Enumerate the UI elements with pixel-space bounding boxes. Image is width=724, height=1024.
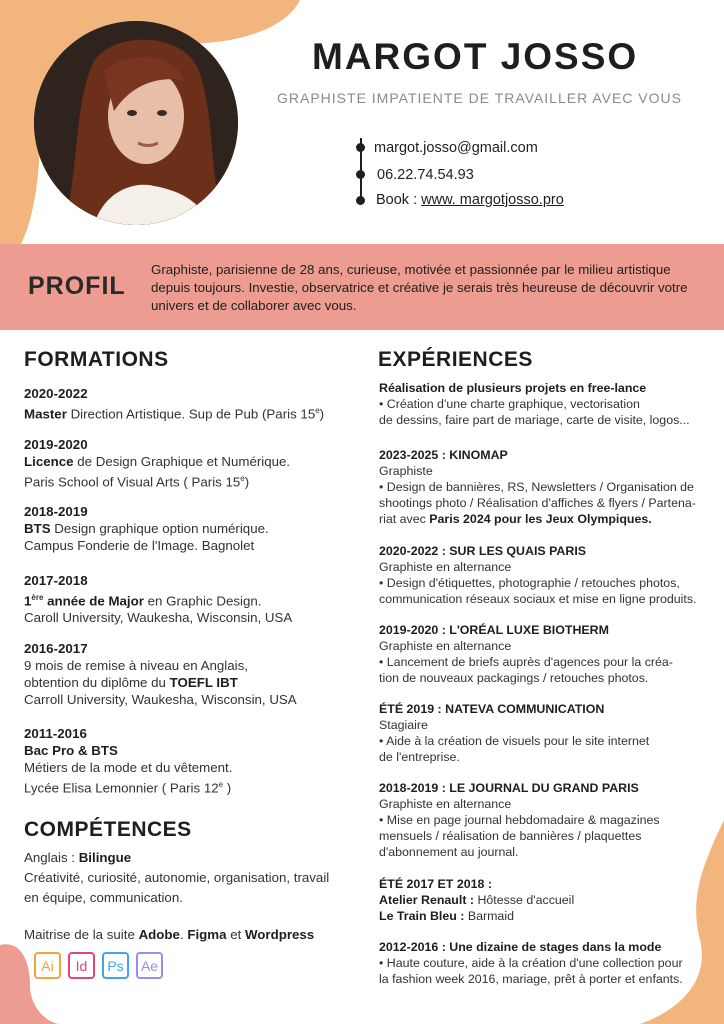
formation-degree: Licence	[24, 454, 74, 469]
illustrator-icon: Ai	[34, 952, 61, 979]
experience-line: tion de nouveaux packagings / retouches photos.	[379, 671, 649, 685]
experience-entry	[379, 939, 699, 987]
employer: Atelier Renault :	[379, 893, 478, 907]
experience-role: Graphiste	[379, 464, 433, 478]
experience-role: Graphiste en alternance	[379, 797, 512, 811]
employer: Le Train Bleu :	[379, 909, 468, 923]
experience-line: • Haute couture, aide à la création d'une collection pour	[379, 956, 683, 970]
formation-school: Paris School of Visual Arts ( Paris 15	[24, 474, 241, 490]
experience-role: Stagiaire	[379, 718, 428, 732]
formation-degree: Bac Pro & BTS	[24, 743, 118, 758]
experience-entry	[379, 780, 699, 860]
formation-detail-end: )	[319, 406, 325, 422]
formation-degree: BTS	[24, 521, 51, 536]
experience-line: • Design de bannières, RS, Newsletters / Organisation de	[379, 480, 694, 494]
formation-school: Lycée Elisa Lemonnier ( Paris 12	[24, 780, 219, 796]
formation-detail: 9 mois de remise à niveau en Anglais,	[24, 658, 248, 673]
timeline-dot	[356, 170, 365, 179]
timeline-dot	[356, 196, 365, 205]
software-wordpress: Wordpress	[244, 927, 315, 942]
experience-role: Barmaid	[467, 909, 514, 923]
separator: .	[179, 927, 188, 942]
experience-line: riat avec	[379, 512, 430, 526]
experience-highlight: Paris 2024 pour les Jeux Olympiques.	[429, 512, 652, 526]
formation-school: Campus Fonderie de l'Image. Bagnolet	[24, 538, 255, 553]
experience-entry	[379, 622, 699, 686]
formation-school: Caroll University, Waukesha, Wisconsin, USA	[24, 610, 293, 626]
formation-years: 2016-2017	[24, 641, 88, 656]
software-skills	[24, 925, 354, 945]
formation-detail: Design graphique option numérique.	[50, 521, 269, 536]
experience-title: 2018-2019 : LE JOURNAL DU GRAND PARIS	[379, 781, 639, 795]
formation-years: 2017-2018	[24, 573, 88, 588]
experience-entry	[379, 543, 699, 607]
experience-line: • Design d'étiquettes, photographie / retouches photos,	[379, 576, 680, 590]
experience-line: • Mise en page journal hebdomadaire & magazines	[379, 813, 660, 827]
language-level: Bilingue	[78, 850, 132, 865]
formation-entry	[24, 640, 297, 708]
experience-line: communication réseaux sociaux et mise en ligne produits.	[379, 592, 697, 606]
experience-entry	[379, 380, 699, 428]
experience-line: • Lancement de briefs auprès d'agences pour la créa-	[379, 655, 673, 669]
after-effects-icon: Ae	[136, 952, 163, 979]
indesign-icon: Id	[68, 952, 95, 979]
experience-role: Hôtesse d'accueil	[477, 893, 575, 907]
experience-role: Graphiste en alternance	[379, 560, 512, 574]
formation-degree: année de Major	[43, 593, 144, 609]
formation-entry	[24, 436, 290, 490]
software-label: Maitrise de la suite	[24, 927, 139, 942]
experience-title: 2020-2022 : SUR LES QUAIS PARIS	[379, 544, 587, 558]
formation-detail: obtention du diplôme du	[24, 675, 170, 690]
candidate-tagline: GRAPHISTE IMPATIENTE DE TRAVAILLER AVEC VOUS	[277, 90, 682, 106]
experience-line: • Aide à la création de visuels pour le site internet	[379, 734, 650, 748]
experiences-title: EXPÉRIENCES	[378, 348, 533, 371]
language-label: Anglais :	[24, 850, 79, 865]
portfolio	[376, 192, 564, 208]
formation-detail: en Graphic Design.	[143, 593, 262, 609]
superscript: e	[218, 780, 224, 789]
superscript: e	[315, 406, 320, 415]
formation-degree: TOEFL IBT	[169, 675, 238, 690]
formation-years: 2011-2016	[24, 726, 87, 741]
formation-years: 2018-2019	[24, 504, 88, 519]
experience-entry	[379, 447, 699, 527]
formation-detail-end: )	[244, 474, 250, 490]
formation-degree: Master	[24, 406, 67, 422]
superscript: e	[240, 474, 245, 483]
formation-detail: Métiers de la mode et du vêtement.	[24, 760, 233, 775]
book-label: Book :	[376, 192, 422, 208]
experience-title: ÉTÉ 2017 ET 2018 :	[379, 877, 492, 891]
experience-title: 2023-2025 : KINOMAP	[379, 448, 508, 462]
experience-line: shootings photo / Réalisation d'affiches & flyers / Partena-	[379, 496, 696, 510]
experience-line: • Création d'une charte graphique, vectorisation	[379, 397, 640, 411]
experience-line: mensuels / réalisation de bannières / plaquettes	[379, 829, 642, 843]
competences-title: COMPÉTENCES	[24, 818, 192, 841]
formation-detail-end: )	[223, 780, 232, 796]
experience-line: la fashion week 2016, mariage, prêt à porter et enfants.	[379, 972, 683, 986]
formation-detail: Direction Artistique. Sup de Pub (Paris 15	[66, 406, 316, 422]
experience-role: Graphiste en alternance	[379, 639, 512, 653]
formation-entry	[24, 572, 292, 626]
formation-detail: de Design Graphique et Numérique.	[73, 454, 291, 469]
formation-school: Carroll University, Waukesha, Wisconsin, USA	[24, 692, 297, 707]
experience-title: 2019-2020 : L'ORÉAL LUXE BIOTHERM	[379, 623, 609, 637]
experience-line: d'abonnement au journal.	[379, 845, 519, 859]
language-skill	[24, 848, 334, 868]
candidate-name: MARGOT JOSSO	[312, 36, 639, 77]
portfolio-link[interactable]: www. margotjosso.pro	[421, 192, 564, 208]
formation-years: 2019-2020	[24, 437, 88, 452]
experience-title: Réalisation de plusieurs projets en free-lance	[379, 381, 647, 395]
email[interactable]: margot.josso@gmail.com	[374, 140, 538, 156]
formation-entry	[24, 725, 232, 796]
experience-entry	[379, 876, 699, 924]
formation-entry	[24, 385, 324, 422]
experience-line: de dessins, faire part de mariage, carte de visite, logos...	[379, 413, 690, 427]
profil-title: PROFIL	[28, 272, 126, 300]
software-icons	[34, 952, 163, 979]
formation-years: 2020-2022	[24, 386, 88, 401]
formation-entry	[24, 503, 269, 554]
experience-title: ÉTÉ 2019 : NATEVA COMMUNICATION	[379, 702, 605, 716]
photoshop-icon: Ps	[102, 952, 129, 979]
formation-degree: 1	[24, 593, 32, 609]
soft-skills: Créativité, curiosité, autonomie, organisation, travail en équipe, communication.	[24, 870, 330, 905]
experience-entry	[379, 701, 699, 765]
experience-line: de l'entreprise.	[379, 750, 460, 764]
formations-title: FORMATIONS	[24, 348, 169, 371]
phone[interactable]: 06.22.74.54.93	[377, 167, 474, 183]
timeline-dot	[356, 143, 365, 152]
software-adobe: Adobe	[138, 927, 180, 942]
superscript: ère	[31, 593, 44, 602]
separator: et	[226, 927, 245, 942]
experience-title: 2012-2016 : Une dizaine de stages dans la mode	[379, 940, 662, 954]
profile-photo	[34, 21, 238, 225]
software-figma: Figma	[187, 927, 227, 942]
profil-text: Graphiste, parisienne de 28 ans, curieuse, motivée et passionnée par le milieu artistique depuis toujours. Investie, observatrice et créative je serais très heureuse de découvrir votre univers et de collaborer avec vous.	[151, 262, 688, 313]
